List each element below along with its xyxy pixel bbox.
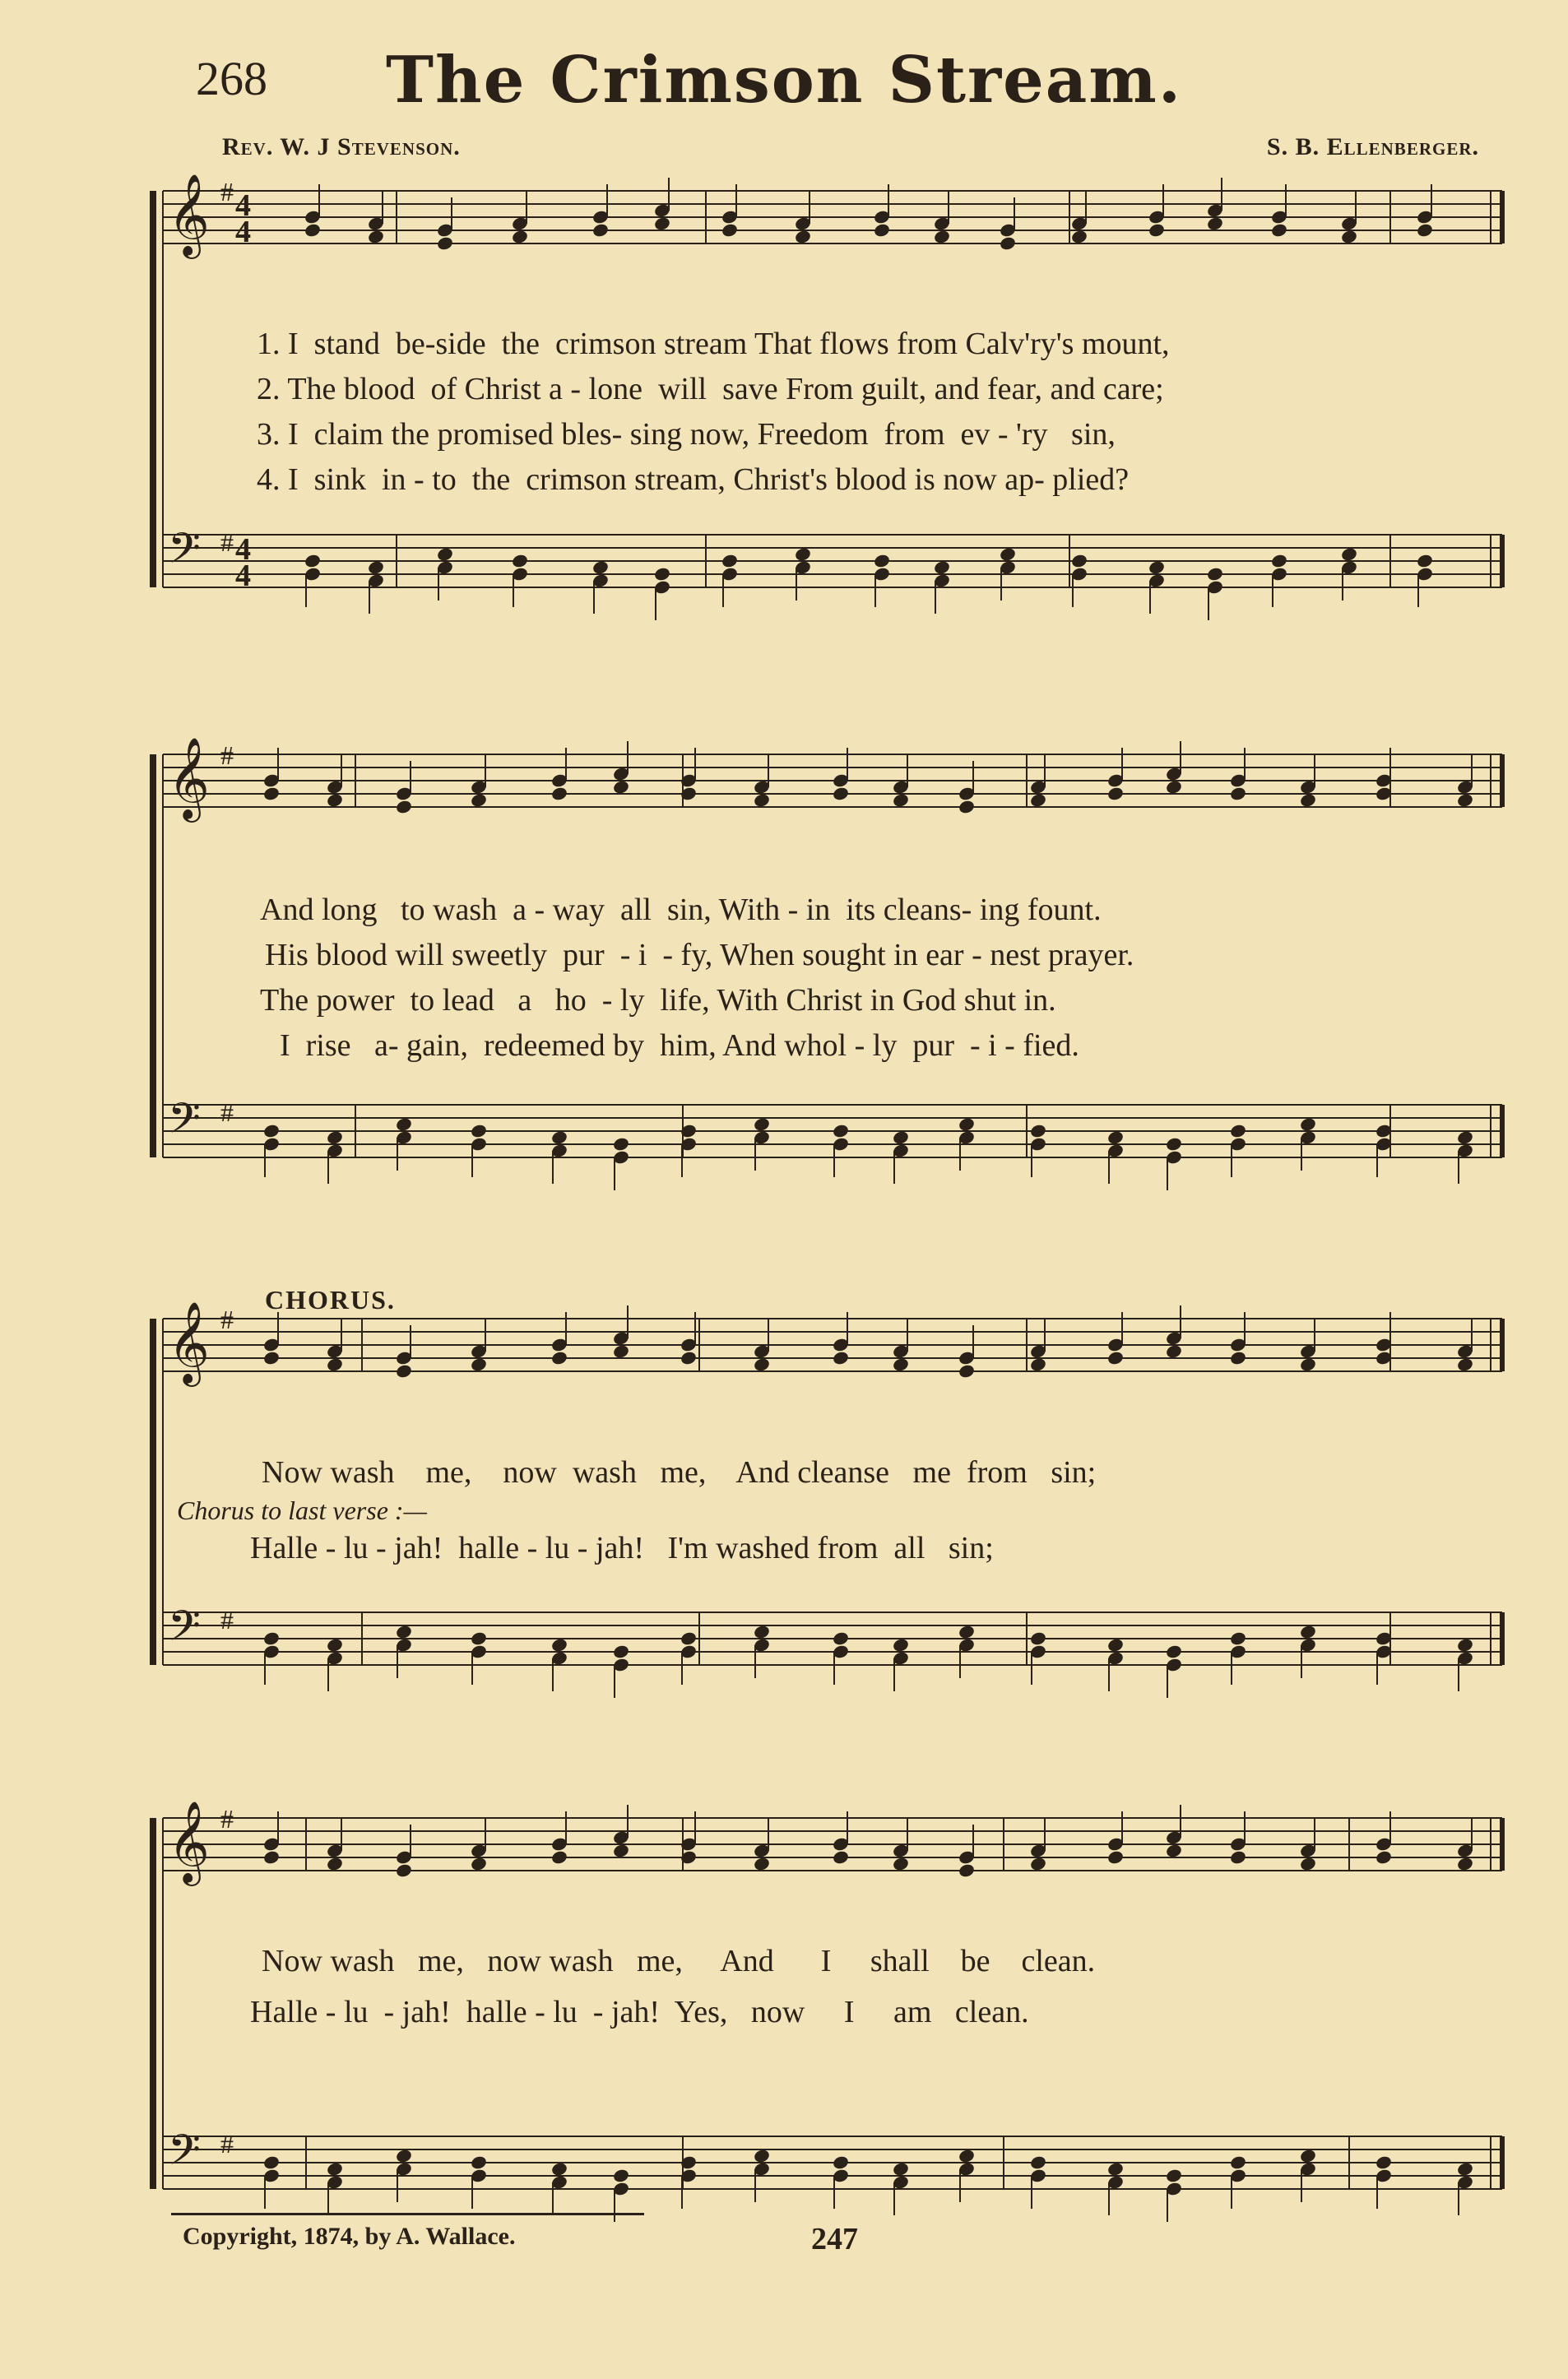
svg-text:𝄞: 𝄞 — [168, 1801, 210, 1883]
svg-text:#: # — [220, 1097, 234, 1127]
svg-text:#: # — [220, 2129, 234, 2159]
svg-text:𝄢: 𝄢 — [168, 1093, 201, 1153]
verse-line: I rise a- gain, redeemed by him, And whol - ly pur - i - fied. — [280, 1028, 1079, 1063]
hymn-number: 268 — [196, 52, 267, 105]
chorus-line: Halle - lu - jah! halle - lu - jah! Yes, now I am clean. — [250, 1995, 1029, 2029]
svg-text:𝄞: 𝄞 — [168, 1301, 210, 1384]
svg-text:𝄢: 𝄢 — [168, 2125, 201, 2185]
hymn-title: The Crimson Stream. — [386, 43, 1182, 118]
composer-credit: S. B. Ellenberger. — [1266, 133, 1479, 160]
svg-text:4: 4 — [235, 188, 251, 223]
svg-text:𝄢: 𝄢 — [168, 1601, 201, 1661]
verse-line: And long to wash a - way all sin, With - in its cleans- ing fount. — [260, 893, 1102, 927]
svg-text:#: # — [220, 1804, 234, 1834]
svg-text:#: # — [220, 1305, 234, 1334]
svg-text:4: 4 — [235, 215, 251, 249]
chorus-label: CHORUS. — [265, 1285, 396, 1315]
chorus-line: Halle - lu - jah! halle - lu - jah! I'm washed from all sin; — [250, 1531, 994, 1565]
verse-line: 4. I sink in - to the crimson stream, Christ's blood is now ap- plied? — [257, 462, 1130, 497]
svg-text:#: # — [220, 1605, 234, 1635]
chorus-line: Now wash me, now wash me, And cleanse me from sin; — [262, 1455, 1097, 1490]
verse-line: His blood will sweetly pur - i - fy, When sought in ear - nest prayer. — [265, 938, 1134, 972]
svg-text:𝄞: 𝄞 — [168, 737, 210, 819]
verse-line: 1. I stand be-side the crimson stream That flows from Calv'ry's mount, — [257, 327, 1170, 361]
copyright-notice: Copyright, 1874, by A. Wallace. — [183, 2223, 516, 2250]
chorus-note: Chorus to last verse :— — [177, 1496, 427, 1525]
svg-text:#: # — [220, 740, 234, 770]
page-number: 247 — [811, 2222, 858, 2256]
verse-line: 3. I claim the promised bles- sing now, Freedom from ev - 'ry sin, — [257, 417, 1116, 452]
svg-text:4: 4 — [235, 532, 251, 567]
footer-rule — [171, 2213, 644, 2215]
verse-line: 2. The blood of Christ a - lone will save From guilt, and fear, and care; — [257, 372, 1164, 406]
svg-text:#: # — [220, 177, 234, 206]
verse-line: The power to lead a ho - ly life, With Christ in God shut in. — [260, 983, 1056, 1018]
svg-text:4: 4 — [235, 559, 251, 593]
chorus-line: Now wash me, now wash me, And I shall be clean. — [262, 1944, 1096, 1978]
svg-text:𝄢: 𝄢 — [168, 523, 201, 583]
author-credit: Rev. W. J Stevenson. — [222, 133, 461, 160]
svg-text:𝄞: 𝄞 — [168, 174, 210, 256]
svg-text:#: # — [220, 527, 234, 557]
